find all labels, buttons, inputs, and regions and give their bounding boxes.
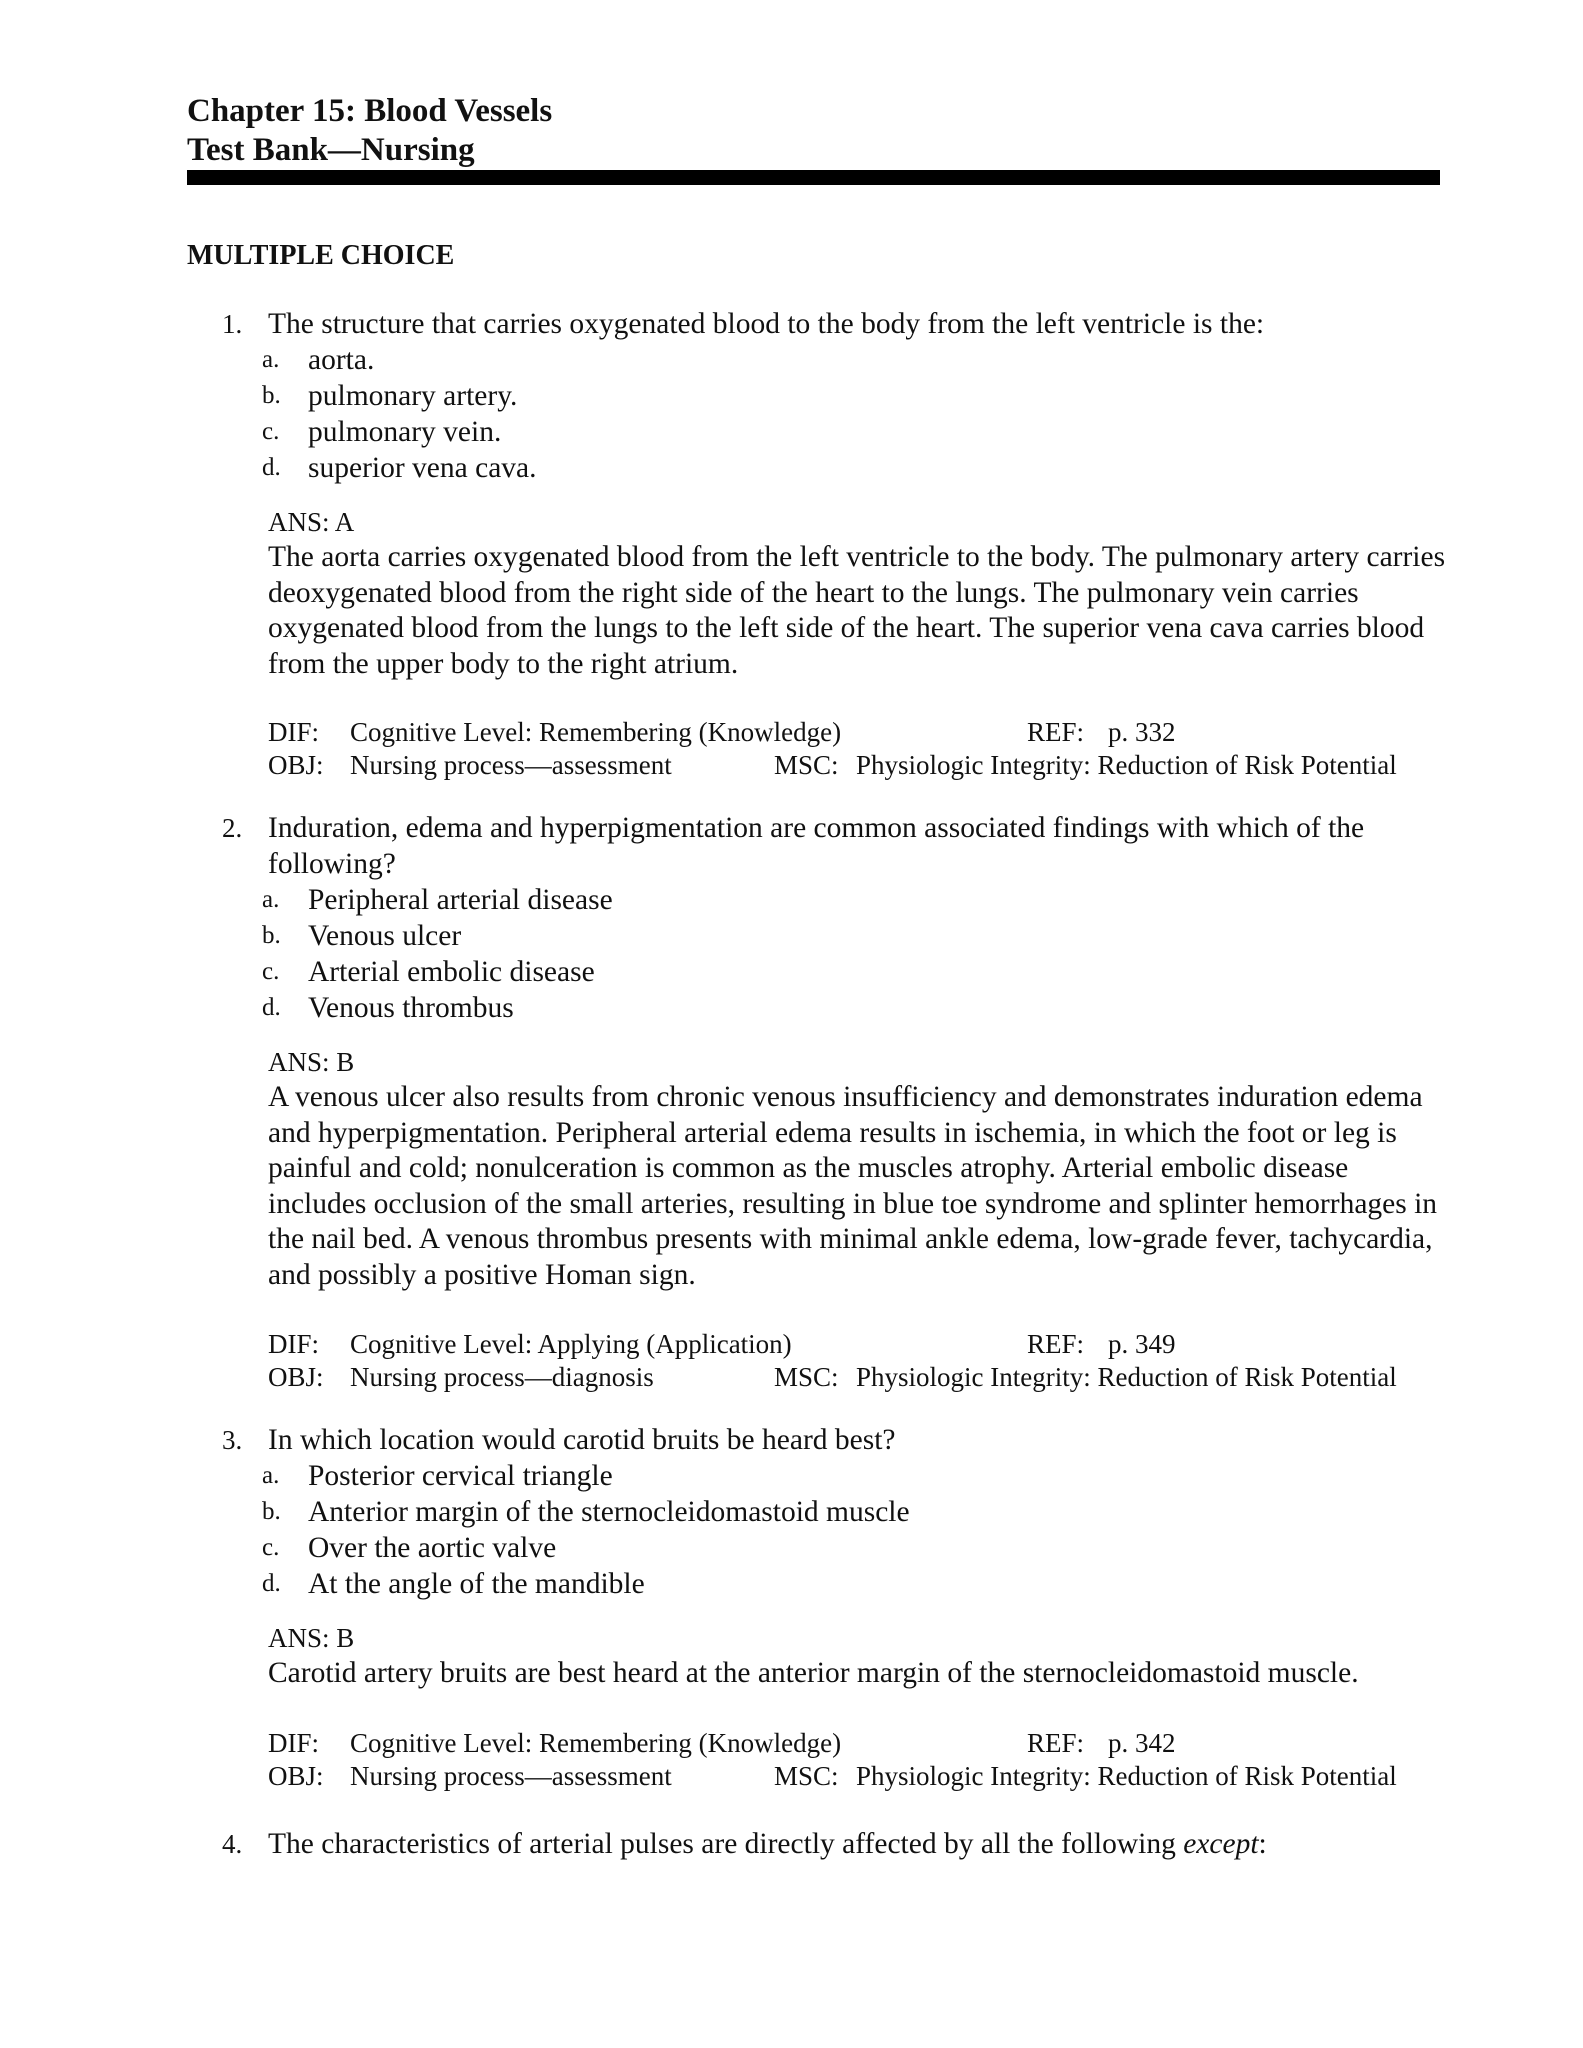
option-letter: d.	[262, 1570, 281, 1597]
option-text: Over the aortic valve	[308, 1532, 557, 1564]
option-text: Peripheral arterial disease	[308, 884, 613, 916]
option-d	[0, 990, 1200, 1026]
obj-label: OBJ:	[268, 1362, 324, 1392]
option-a	[0, 1458, 1200, 1494]
section-title: MULTIPLE CHOICE	[187, 240, 455, 271]
option-a	[0, 342, 1200, 378]
option-letter: c.	[262, 1534, 280, 1561]
answer-key: ANS: B	[268, 1623, 355, 1653]
dif-value: Cognitive Level: Remembering (Knowledge)	[350, 717, 842, 747]
dif-value: Cognitive Level: Applying (Application)	[350, 1329, 792, 1359]
dif-value: Cognitive Level: Remembering (Knowledge)	[350, 1728, 842, 1758]
question-number: 4.	[222, 1829, 243, 1859]
chapter-title: Chapter 15: Blood Vessels	[187, 93, 553, 129]
dif-label: DIF:	[268, 1329, 320, 1359]
question-number: 2.	[222, 813, 243, 843]
msc-label: MSC:	[774, 1761, 839, 1791]
question-number: 1.	[222, 309, 243, 339]
answer-rationale: Carotid artery bruits are best heard at the anterior margin of the sternocleidomastoid muscle.	[268, 1657, 1359, 1689]
answer-rationale: A venous ulcer also results from chronic venous insufficiency and demonstrates induration edema and hyperpigmentation. Peripheral arterial edema results in ischemia, in which the foot or leg is painful and cold; nonulceration is common as the muscles atrophy. Arterial embolic disease includes occlusion of the small arteries, resulting in blue toe syndrome and splinter hemorrhages in the nail bed. A venous thrombus presents with minimal ankle edema, low-grade fever, tachycardia, and possibly a positive Homan sign.	[268, 1081, 1438, 1291]
obj-value: Nursing process—diagnosis	[350, 1362, 654, 1392]
option-b	[0, 378, 1200, 414]
option-letter: a.	[262, 346, 280, 373]
option-letter: b.	[262, 382, 281, 409]
ref-value: p. 342	[1108, 1728, 1176, 1758]
option-b	[0, 1494, 1200, 1530]
msc-label: MSC:	[774, 1362, 839, 1392]
option-text: Posterior cervical triangle	[308, 1460, 613, 1492]
option-text: Anterior margin of the sternocleidomastoid muscle	[308, 1496, 910, 1528]
header-rule	[187, 170, 1440, 185]
ref-label: REF:	[1027, 1728, 1085, 1758]
question-stem	[268, 1826, 1448, 1862]
option-letter: c.	[262, 958, 280, 985]
dif-label: DIF:	[268, 717, 320, 747]
ref-value: p. 349	[1108, 1329, 1176, 1359]
ref-label: REF:	[1027, 717, 1085, 747]
option-letter: a.	[262, 886, 280, 913]
msc-value: Physiologic Integrity: Reduction of Risk Potential	[856, 750, 1397, 780]
question-metadata	[0, 1328, 1583, 1398]
question-stem-main: The characteristics of arterial pulses are directly affected by all the following	[268, 1828, 1184, 1860]
document-header	[187, 92, 552, 170]
question-number: 3.	[222, 1425, 243, 1455]
answer-key: ANS: A	[268, 507, 355, 537]
msc-value: Physiologic Integrity: Reduction of Risk Potential	[856, 1761, 1397, 1791]
obj-label: OBJ:	[268, 1761, 324, 1791]
question-stem-emphasis: except	[1183, 1828, 1259, 1860]
option-letter: c.	[262, 418, 280, 445]
obj-label: OBJ:	[268, 750, 324, 780]
question-stem: Induration, edema and hyperpigmentation are common associated findings with which of the following?	[268, 812, 1365, 880]
option-letter: d.	[262, 994, 281, 1021]
ref-value: p. 332	[1108, 717, 1176, 747]
dif-label: DIF:	[268, 1728, 320, 1758]
ref-label: REF:	[1027, 1329, 1085, 1359]
question-stem-end: :	[1258, 1828, 1267, 1860]
option-text: Venous ulcer	[308, 920, 462, 952]
question-stem: In which location would carotid bruits be heard best?	[268, 1424, 896, 1456]
option-d	[0, 1566, 1200, 1602]
msc-value: Physiologic Integrity: Reduction of Risk Potential	[856, 1362, 1397, 1392]
option-c	[0, 954, 1200, 990]
option-c	[0, 414, 1200, 450]
option-text: pulmonary vein.	[308, 416, 502, 448]
option-text: Arterial embolic disease	[308, 956, 595, 988]
option-letter: a.	[262, 1462, 280, 1489]
option-c	[0, 1530, 1200, 1566]
msc-label: MSC:	[774, 750, 839, 780]
option-b	[0, 918, 1200, 954]
document-subtitle: Test Bank—Nursing	[187, 132, 475, 168]
question-metadata	[0, 1727, 1583, 1797]
obj-value: Nursing process—assessment	[350, 750, 672, 780]
question-stem: The structure that carries oxygenated blood to the body from the left ventricle is the:	[268, 308, 1265, 340]
option-letter: b.	[262, 922, 281, 949]
option-text: superior vena cava.	[308, 452, 537, 484]
option-text: Venous thrombus	[308, 992, 514, 1024]
option-text: aorta.	[308, 344, 375, 376]
obj-value: Nursing process—assessment	[350, 1761, 672, 1791]
question-metadata	[0, 716, 1583, 786]
option-a	[0, 882, 1200, 918]
answer-key: ANS: B	[268, 1047, 355, 1077]
option-text: At the angle of the mandible	[308, 1568, 645, 1600]
option-letter: b.	[262, 1498, 281, 1525]
option-d	[0, 450, 1200, 486]
answer-rationale: The aorta carries oxygenated blood from the left ventricle to the body. The pulmonary artery carries deoxygenated blood from the right side of the heart to the lungs. The pulmonary vein carries oxygenated blood from the lungs to the left side of the heart. The superior vena cava carries blood from the upper body to the right atrium.	[268, 541, 1446, 680]
option-text: pulmonary artery.	[308, 380, 518, 412]
option-letter: d.	[262, 454, 281, 481]
